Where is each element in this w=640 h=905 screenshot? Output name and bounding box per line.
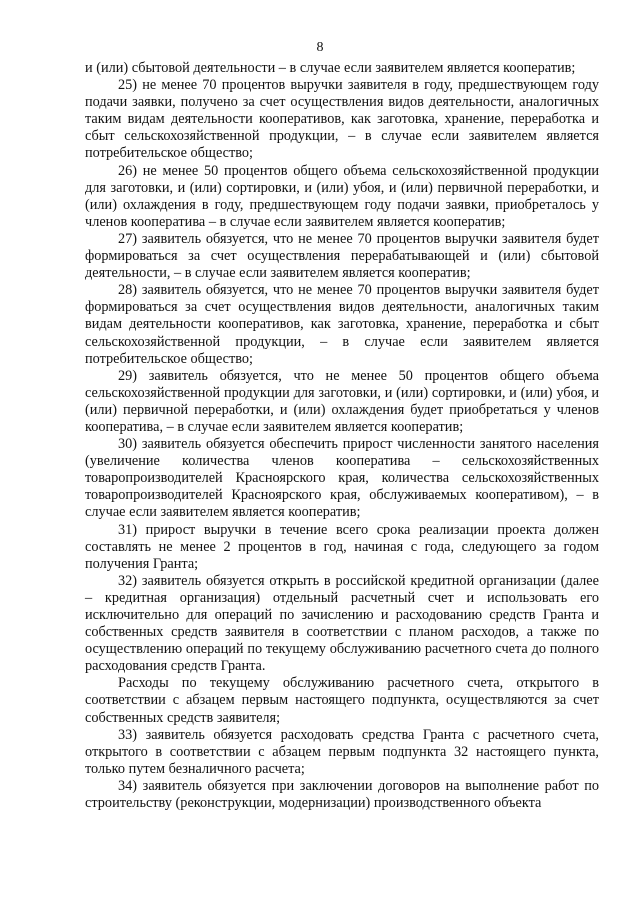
paragraph-item-29: 29) заявитель обязуется, что не менее 50 процентов общего объема сельскохозяйственной продукции для заготовки, и (или) сортировки, и (или) убоя, и (или) первичной переработки, и (или) охлаждения будет приобретаться у членов кооператива, – в случае если заявителем является кооператив; — [85, 367, 599, 435]
paragraph-item-28: 28) заявитель обязуется, что не менее 70 процентов выручки заявителя будет формироваться за счет осуществления видов деятельности, аналогичных таким видам деятельности кооперативов, как заготовка, хранение, переработка и сбыт сельскохозяйственной продукции, – в случае если заявителем является потребительское общество; — [85, 282, 599, 367]
paragraph-item-25: 25) не менее 70 процентов выручки заявителя в году, предшествующем году подачи заявки, получено за счет осуществления видов деятельности, аналогичных таким видам деятельности кооперативов, как заготовка, хранение, переработка и сбыт сельскохозяйственной продукции, – в случае если заявителем является потребительское общество; — [85, 77, 599, 162]
paragraph-item-31: 31) прирост выручки в течение всего срока реализации проекта должен составлять не менее 2 процентов в год, начиная с года, следующего за годом получения Гранта; — [85, 521, 599, 572]
paragraph-item-34: 34) заявитель обязуется при заключении договоров на выполнение работ по строительству (реконструкции, модернизации) производственного объекта — [85, 777, 599, 812]
document-body — [85, 60, 599, 812]
paragraph-item-33: 33) заявитель обязуется расходовать средства Гранта с расчетного счета, открытого в соответствии с абзацем первым подпункта 32 настоящего пункта, только путем безналичного расчета; — [85, 726, 599, 777]
paragraph-item-32-expenses: Расходы по текущему обслуживанию расчетного счета, открытого в соответствии с абзацем первым настоящего подпункта, осуществляются за счет собственных средств заявителя; — [85, 675, 599, 726]
page-number: 8 — [316, 40, 324, 55]
paragraph-item-32: 32) заявитель обязуется открыть в российской кредитной организации (далее – кредитная организация) отдельный расчетный счет и использовать его исключительно для операций по зачислению и расходованию средств Гранта и собственных средств заявителя в соответствии с планом расходов, а также по осуществлению операций по текущему обслуживанию расчетного счета до полного расходования средств Гранта. — [85, 572, 599, 675]
paragraph-continuation: и (или) сбытовой деятельности – в случае если заявителем является кооператив; — [85, 60, 576, 76]
paragraph-item-30: 30) заявитель обязуется обеспечить прирост численности занятого населения (увеличение количества членов кооператива – сельскохозяйственных товаропроизводителей Красноярского края, количества сельскохозяйственных товаропроизводителей Красноярского края, обслуживаемых кооперативом), – в случае если заявителем является кооператив; — [85, 436, 599, 521]
paragraph-item-27: 27) заявитель обязуется, что не менее 70 процентов выручки заявителя будет формироваться за счет осуществления перерабатывающей и (или) сбытовой деятельности, – в случае если заявителем является кооператив; — [85, 230, 599, 282]
paragraph-item-26: 26) не менее 50 процентов общего объема сельскохозяйственной продукции для заготовки, и (или) сортировки, и (или) убоя, и (или) первичной переработки, и (или) охлаждения в году, предшествующем году подачи заявки, приобреталось у членов кооператива – в случае если заявителем является кооператив; — [85, 162, 599, 230]
